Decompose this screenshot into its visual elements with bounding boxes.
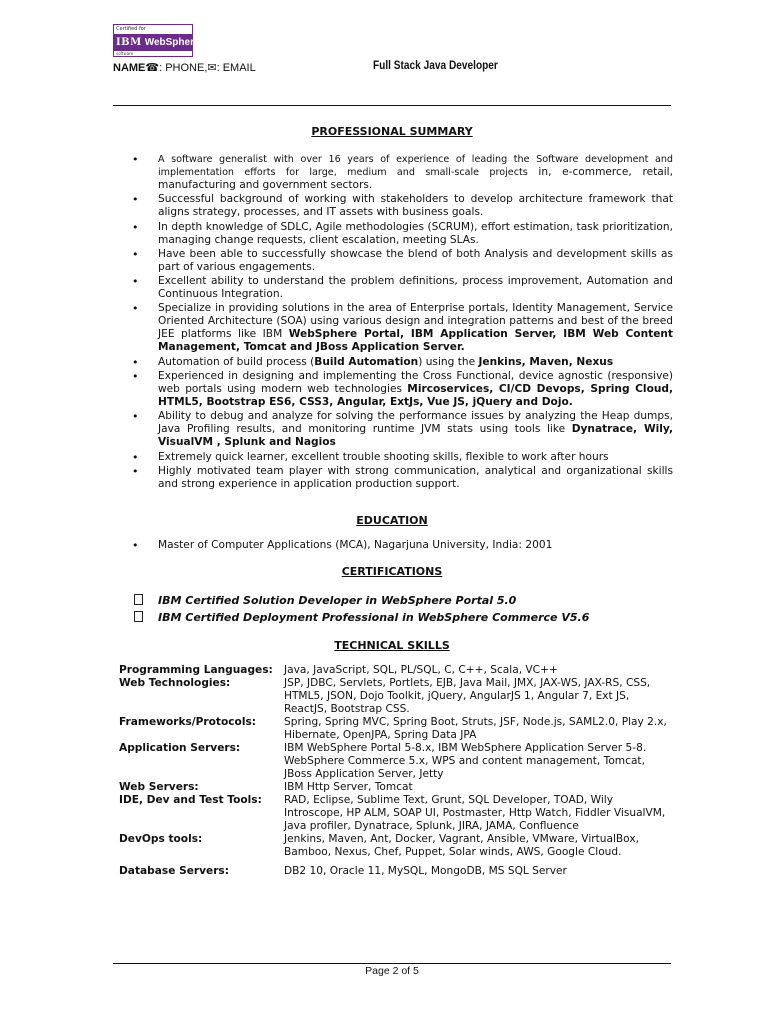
- ibm-websphere-certified-logo: [113, 24, 203, 57]
- summary-list: [113, 153, 673, 492]
- table-row: IDE, Dev and Test Tools: RAD, Eclipse, Sublime Text, Grunt, SQL Developer, TOAD, Wily Introscope, HP ALM, SOAP UI, Postmaster, Http Watch, Fiddler VisualVM, Java profiler, Dynatrace, Splunk, JIRA, JAMA, Confluence: [119, 794, 666, 832]
- technical-skills-table: [119, 664, 675, 878]
- list-item: • Automation of build process (Build Automation) using the Jenkins, Maven, Nexus: [113, 356, 673, 369]
- candidate-name: NAME: [113, 62, 146, 74]
- list-item: IBM Certified Solution Developer in WebSphere Portal 5.0: [113, 592, 673, 609]
- list-item: • Extremely quick learner, excellent trouble shooting skills, flexible to work after hours: [113, 451, 673, 464]
- certifications-list: [113, 592, 673, 626]
- list-item: • Ability to debug and analyze for solving the performance issues by analyzing the Heap dumps, Java Profiling results, and monitoring runtime JVM stats using tools like Dynatrace, Wily, VisualVM , Splunk and Nagios: [113, 410, 673, 449]
- phone-label: : PHONE,: [159, 62, 208, 74]
- list-item: • Master of Computer Applications (MCA), Nagarjuna University, India: 2001: [113, 539, 673, 552]
- section-heading-education: EDUCATION: [356, 514, 428, 527]
- checkbox-icon: [134, 594, 143, 605]
- list-item: • A software generalist with over 16 years of experience of leading the Software development and implementation efforts for large, medium and small-scale projects in, e-commerce, retail, manufacturing and government sectors.: [113, 153, 673, 192]
- logo-product: WebSphere.: [144, 37, 203, 48]
- table-row: Web Technologies: JSP, JDBC, Servlets, Portlets, EJB, Java Mail, JMX, JAX-WS, JAX-RS, CSS, HTML5, JSON, Dojo Toolkit, jQuery, AngularJS 1, Angular 7, Ext JS, ReactJS, Bootstrap CSS.: [119, 677, 651, 715]
- education-list: [113, 539, 673, 553]
- contact-line: [113, 61, 256, 74]
- list-item: • Specialize in providing solutions in the area of Enterprise portals, Identity Management, Service Oriented Architecture (SOA) using various design and integration patterns and best of the breed JEE platforms like IBM WebSphere Portal, IBM Application Server, IBM Web Content Management, Tomcat and JBoss Application Server.: [113, 302, 673, 354]
- list-item: • Have been able to successfully showcase the blend of both Analysis and development skills as part of various engagements.: [113, 248, 673, 274]
- email-icon: ✉: [207, 62, 217, 74]
- logo-bottom-text: software: [116, 51, 134, 56]
- list-item: • Highly motivated team player with strong communication, analytical and organizational skills and strong experience in application production support.: [113, 465, 673, 491]
- section-heading-professional-summary: PROFESSIONAL SUMMARY: [311, 125, 473, 138]
- table-row: Database Servers: DB2 10, Oracle 11, MySQL, MongoDB, MS SQL Server: [119, 865, 567, 877]
- table-row: Application Servers: IBM WebSphere Portal 5-8.x, IBM WebSphere Application Server 5-8. WebSphere Commerce 5.x, WPS and content management, Tomcat, JBoss Application Server, Jetty: [119, 742, 647, 780]
- list-item: • In depth knowledge of SDLC, Agile methodologies (SCRUM), effort estimation, task prioritization, managing change requests, client escalation, meeting SLAs.: [113, 221, 673, 247]
- job-title: Full Stack Java Developer: [373, 60, 498, 72]
- phone-icon: ☎: [145, 62, 160, 74]
- page-number: Page 2 of 5: [365, 965, 419, 977]
- table-row: Frameworks/Protocols: Spring, Spring MVC, Spring Boot, Struts, JSF, Node.js, SAML2.0, Play 2.x, Hibernate, OpenJPA, Spring Data JPA: [119, 716, 667, 741]
- checkbox-icon: [134, 611, 143, 622]
- list-item: IBM Certified Deployment Professional in WebSphere Commerce V5.6: [113, 609, 673, 626]
- logo-brand: IBM: [116, 37, 142, 48]
- footer-divider: [113, 963, 671, 964]
- table-row: DevOps tools: Jenkins, Maven, Ant, Docker, Vagrant, Ansible, VMware, VirtualBox, Bamboo, Nexus, Chef, Puppet, Solar winds, AWS, Google Cloud.: [119, 833, 639, 858]
- list-item: • Experienced in designing and implementing the Cross Functional, device agnostic (responsive) web portals using modern web technologies Mircoservices, CI/CD Devops, Spring Cloud, HTML5, Bootstrap ES6, CSS3, Angular, ExtJs, Vue JS, jQuery and Dojo.: [113, 370, 673, 409]
- table-row: Programming Languages: Java, JavaScript, SQL, PL/SQL, C, C++, Scala, VC++: [119, 664, 558, 676]
- email-label: : EMAIL: [216, 62, 256, 74]
- list-item: • Successful background of working with stakeholders to develop architecture framework that aligns strategy, processes, and IT assets with business goals.: [113, 193, 673, 219]
- table-row: Web Servers: IBM Http Server, Tomcat: [119, 781, 413, 793]
- list-item: • Excellent ability to understand the problem definitions, process improvement, Automation and Continuous Integration.: [113, 275, 673, 301]
- logo-top-text: Certified for: [114, 25, 192, 34]
- header-divider: [113, 105, 671, 106]
- section-heading-technical-skills: TECHNICAL SKILLS: [334, 639, 450, 652]
- logo-band: [114, 34, 203, 51]
- section-heading-certifications: CERTIFICATIONS: [341, 565, 443, 578]
